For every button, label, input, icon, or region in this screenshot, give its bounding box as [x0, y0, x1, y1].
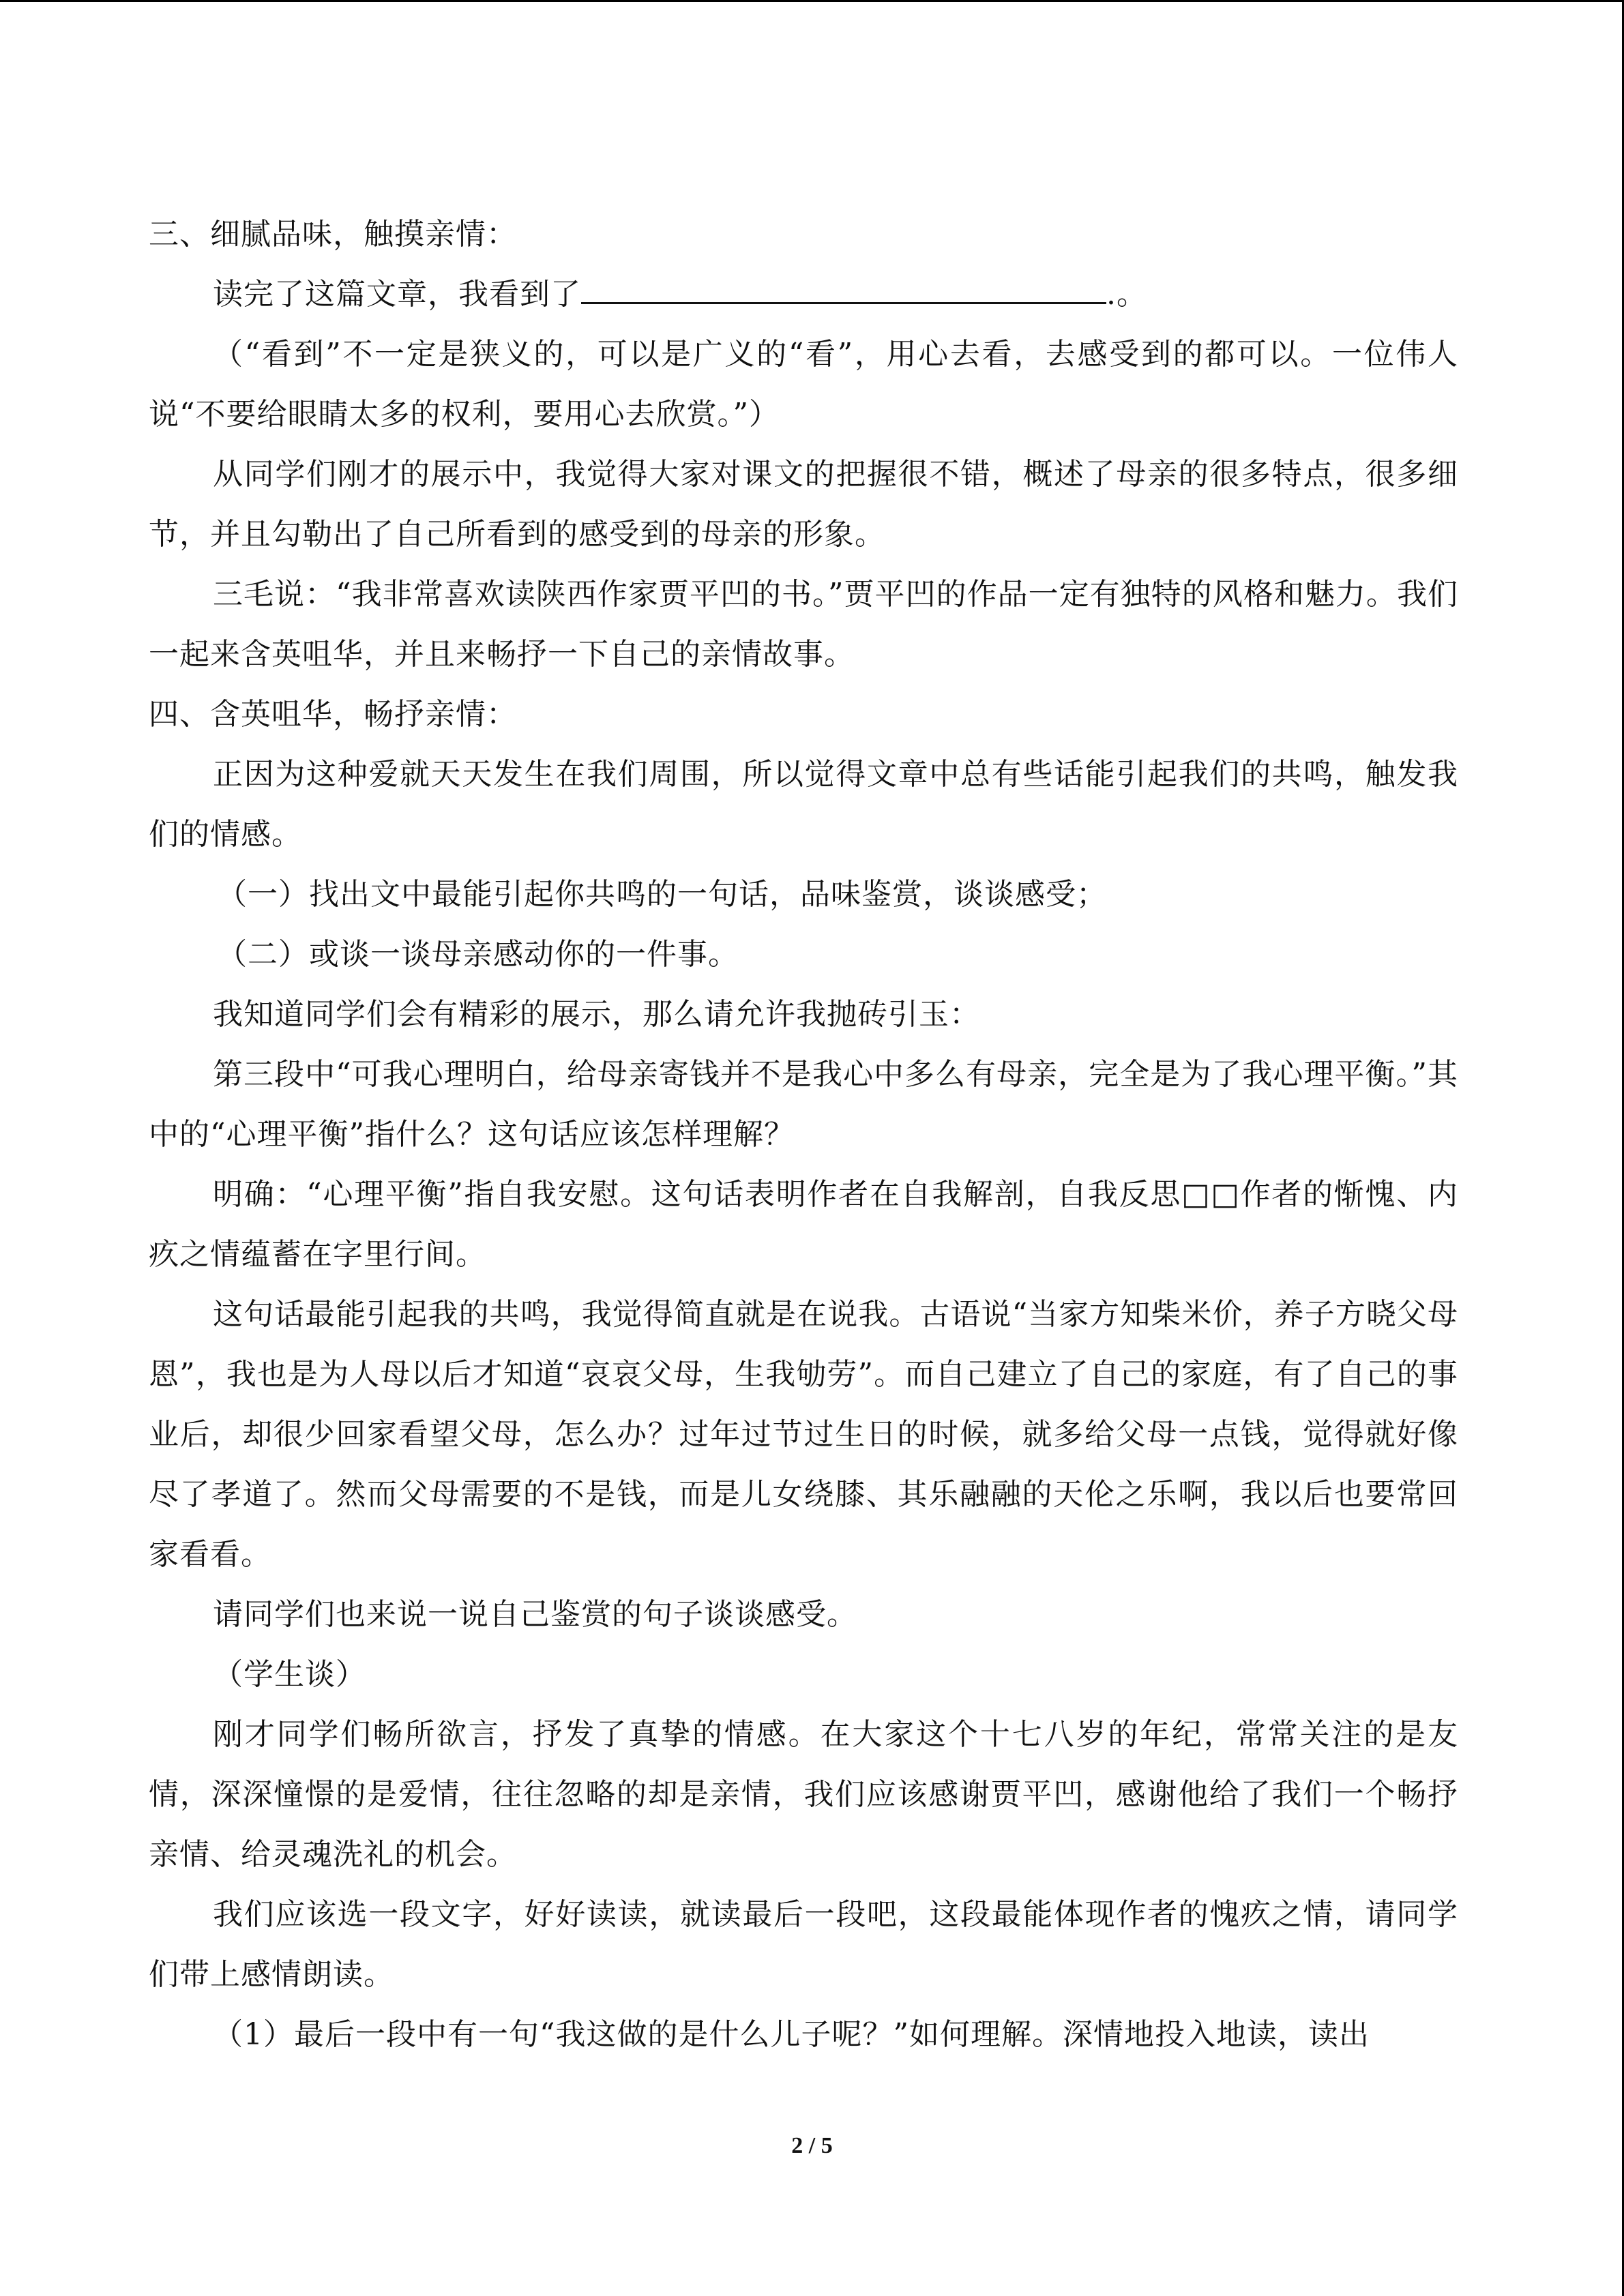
- task-item-2: （二）或谈一谈母亲感动你的一件事。: [217, 937, 739, 972]
- paragraph-third-section: 第三段中“可我心理明白，给母亲寄钱并不是我心中多么有母亲，完全是为了我心理平衡。”其中的“心理平衡”指什么？这句话应该怎样理解？: [149, 1057, 1458, 1152]
- paragraph-resonance: 这句话最能引起我的共鸣，我觉得简直就是在说我。古语说“当家方知柴米价，养子方晓父母恩”，我也是为人母以后才知道“哀哀父母，生我劬劳”。而自己建立了自己的家庭，有了自己的事业后，却很少回家看望父母，怎么办？过年过节过生日的时候，就多给父母一点钱，觉得就好像尽了孝道了。然而父母需要的不是钱，而是儿女绕膝、其乐融融的天伦之乐啊，我以后也要常回家看看。: [149, 1297, 1458, 1572]
- section-heading-3: 三、细腻品味，触摸亲情：: [149, 217, 517, 252]
- document-body: [149, 205, 1458, 2065]
- paragraph-students: （学生谈）: [213, 1657, 366, 1692]
- paragraph-read-last: 我们应该选一段文字，好好读读，就读最后一段吧，这段最能体现作者的愧疚之情，请同学们带上感情朗读。: [149, 1897, 1458, 1992]
- paragraph-intro: 我知道同学们会有精彩的展示，那么请允许我抛砖引玉：: [213, 997, 980, 1032]
- paragraph-invite: 请同学们也来说一说自己鉴赏的句子谈谈感受。: [213, 1597, 857, 1632]
- paragraph-question-1: （1）最后一段中有一句“我这做的是什么儿子呢？”如何理解。深情地投入地读，读出: [213, 2017, 1370, 2052]
- paragraph-sanmao: 三毛说：“我非常喜欢读陕西作家贾平凹的书。”贾平凹的作品一定有独特的风格和魅力。我们一起来含英咀华，并且来畅抒一下自己的亲情故事。: [149, 577, 1458, 672]
- fill-in-prefix: 读完了这篇文章，我看到了: [213, 277, 581, 312]
- paragraph-love: 正因为这种爱就天天发生在我们周围，所以觉得文章中总有些话能引起我们的共鸣，触发我们的情感。: [149, 757, 1458, 852]
- answer-blank: [581, 275, 1106, 304]
- fill-in-line: [149, 265, 1458, 325]
- task-item-1: （一）找出文中最能引起你共鸣的一句话，品味鉴赏，谈谈感受；: [217, 877, 1107, 912]
- paragraph-note-seeing: （“看到”不一定是狭义的，可以是广义的“看”，用心去看，去感受到的都可以。一位伟人说“不要给眼睛太多的权利，要用心去欣赏。”）: [149, 337, 1458, 432]
- paragraph-summary: 刚才同学们畅所欲言，抒发了真挚的情感。在大家这个十七八岁的年纪，常常关注的是友情，深深憧憬的是爱情，往往忽略的却是亲情，我们应该感谢贾平凹，感谢他给了我们一个畅抒亲情、给灵魂洗礼的机会。: [149, 1717, 1458, 1872]
- page-number: 2 / 5: [791, 2133, 833, 2158]
- fill-in-suffix: .。: [1106, 277, 1147, 312]
- paragraph-answer: 明确：“心理平衡”指自我安慰。这句话表明作者在自我解剖，自我反思□□作者的惭愧、内疚之情蕴蓄在字里行间。: [149, 1177, 1458, 1272]
- section-heading-4: 四、含英咀华，畅抒亲情：: [149, 697, 517, 732]
- paragraph-display: 从同学们刚才的展示中，我觉得大家对课文的把握很不错，概述了母亲的很多特点，很多细节，并且勾勒出了自己所看到的感受到的母亲的形象。: [149, 457, 1458, 552]
